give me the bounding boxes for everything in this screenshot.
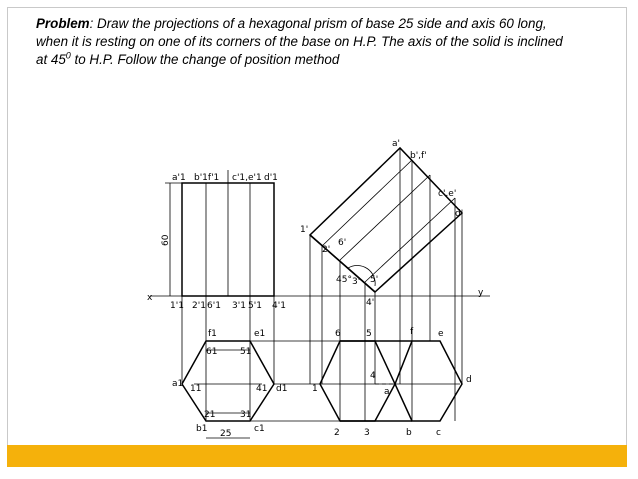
tv1-label-41: 41 [256, 384, 268, 394]
degree-superscript: 0 [65, 50, 71, 61]
tv2-label-2: 2 [334, 428, 340, 438]
fv2-label-5: 5' [370, 275, 379, 285]
tv2-label-c: c [436, 428, 441, 438]
front-view-initial [161, 170, 286, 311]
tv1-label-e1: e1 [254, 329, 266, 339]
fv1-label-61: 6'1 [207, 301, 221, 311]
fv2-label-a: a' [392, 139, 400, 149]
x-label: x [147, 293, 153, 303]
fv2-label-6: 6' [338, 238, 347, 248]
fv1-label-31: 3'1 [232, 301, 246, 311]
problem-text-part2: to H.P. Follow the change of position method [70, 52, 340, 67]
tv2-label-3: 3 [364, 428, 370, 438]
fv1-label-b1f1: b'1f'1 [194, 173, 220, 183]
fv1-label-41: 4'1 [272, 301, 286, 311]
problem-text-part1: : Draw the projections of a hexagonal prism of base 25 side and axis 60 long, when it is resting on one of its corners of the base on H.P. The axis of the solid is inclined at 45 [36, 16, 563, 67]
tv1-label-d1: d1 [276, 384, 288, 394]
fv1-label-11: 1'1 [170, 301, 184, 311]
fv1-label-d1: d'1 [264, 173, 278, 183]
fv2-angle: 45° [336, 275, 352, 285]
dimension-60: 60 [161, 234, 171, 246]
fv2-label-3: 3' [352, 277, 361, 287]
dimension-25: 25 [220, 429, 232, 439]
y-label: y [478, 288, 484, 298]
fv2-label-4: 4' [366, 298, 375, 308]
tv1-label-b1: b1 [196, 424, 208, 434]
tv2-label-e: e [438, 329, 444, 339]
tv1-label-11: 11 [190, 384, 202, 394]
tv1-label-21: 21 [204, 410, 216, 420]
tv1-label-31: 31 [240, 410, 252, 420]
tv2-label-f: f [410, 327, 414, 337]
fv1-label-51: 5'1 [248, 301, 262, 311]
tv2-label-b: b [406, 428, 412, 438]
problem-label: Problem [36, 16, 90, 31]
top-view-initial [172, 329, 287, 439]
fv2-label-2: 2' [322, 245, 331, 255]
front-view-tilted [300, 139, 463, 308]
fv2-label-ce: c',e' [438, 189, 457, 199]
fv1-label-c1e1: c'1,e'1 [232, 173, 262, 183]
tv1-label-c1: c1 [254, 424, 265, 434]
tv2-label-a: a [384, 387, 390, 397]
tv1-label-f1: f1 [208, 329, 217, 339]
fv2-label-1: 1' [300, 225, 309, 235]
fv2-label-d: d' [455, 209, 464, 219]
fv2-label-bf: b',f' [410, 151, 427, 161]
tv1-label-51: 51 [240, 347, 252, 357]
fv1-label-21: 2'1 [192, 301, 206, 311]
tv2-label-1: 1 [312, 384, 318, 394]
fv1-label-a1: a'1 [172, 173, 186, 183]
tv2-label-5: 5 [366, 329, 372, 339]
tv1-label-a1: a1 [172, 379, 184, 389]
tv1-label-61: 61 [206, 347, 218, 357]
footer-accent-bar [7, 445, 627, 467]
tv2-label-4: 4 [370, 371, 376, 381]
tv2-label-d: d [466, 375, 472, 385]
tv2-label-6: 6 [335, 329, 341, 339]
